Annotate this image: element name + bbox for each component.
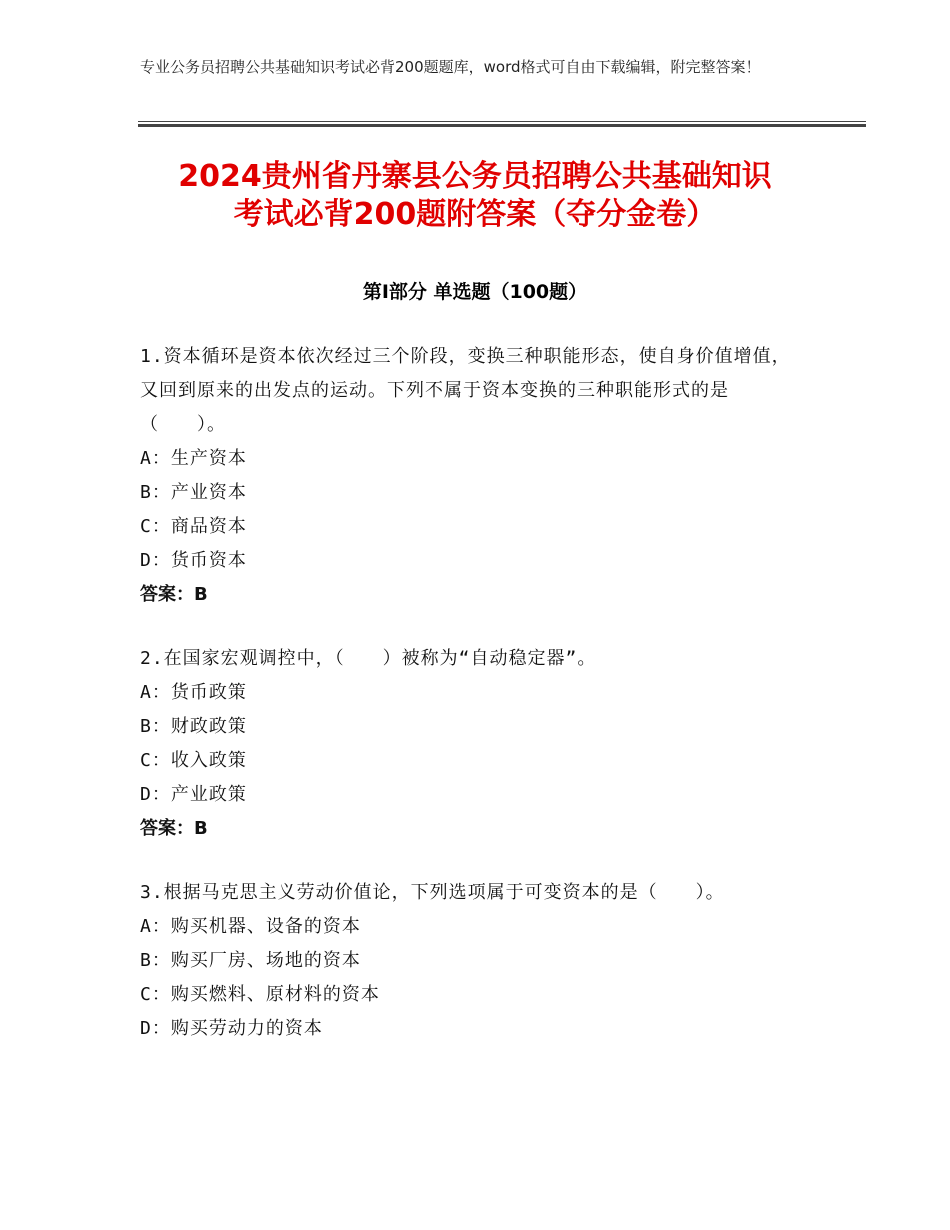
question-stem: 1.资本循环是资本依次经过三个阶段，变换三种职能形态，使自身价值增值，又回到原来的出发点的运动。下列不属于资本变换的三种职能形式的是（ ）。 xyxy=(140,346,791,435)
option-d: D：购买劳动力的资本 xyxy=(140,1018,323,1039)
header-note: 专业公务员招聘公共基础知识考试必背200题题库，word格式可自由下载编辑，附完整答案！ xyxy=(140,58,761,76)
header-rule-thick xyxy=(138,124,866,127)
question-list xyxy=(140,340,800,1076)
document-title-line-2: 考试必背200题附答案（夺分金卷） xyxy=(233,197,717,232)
option-c: C：收入政策 xyxy=(140,750,247,771)
question-2 xyxy=(140,642,800,846)
question-stem: 3.根据马克思主义劳动价值论，下列选项属于可变资本的是（ ）。 xyxy=(140,882,725,903)
option-a: A：货币政策 xyxy=(140,682,247,703)
option-c: C：商品资本 xyxy=(140,516,247,537)
document-title-line-1: 2024贵州省丹寨县公务员招聘公共基础知识 xyxy=(178,159,772,194)
option-a: A：生产资本 xyxy=(140,448,247,469)
question-1 xyxy=(140,340,800,612)
option-d: D：产业政策 xyxy=(140,784,247,805)
option-b: B：购买厂房、场地的资本 xyxy=(140,950,361,971)
answer: 答案：B xyxy=(140,584,208,605)
answer: 答案：B xyxy=(140,818,208,839)
header-rule-thin xyxy=(138,121,866,122)
question-3 xyxy=(140,876,800,1046)
option-b: B：产业资本 xyxy=(140,482,247,503)
question-stem: 2.在国家宏观调控中，（ ）被称为“自动稳定器”。 xyxy=(140,648,597,669)
option-a: A：购买机器、设备的资本 xyxy=(140,916,361,937)
document-title xyxy=(100,158,850,234)
option-b: B：财政政策 xyxy=(140,716,247,737)
option-d: D：货币资本 xyxy=(140,550,247,571)
section-title: 第Ⅰ部分 单选题（100题） xyxy=(362,281,588,303)
option-c: C：购买燃料、原材料的资本 xyxy=(140,984,380,1005)
